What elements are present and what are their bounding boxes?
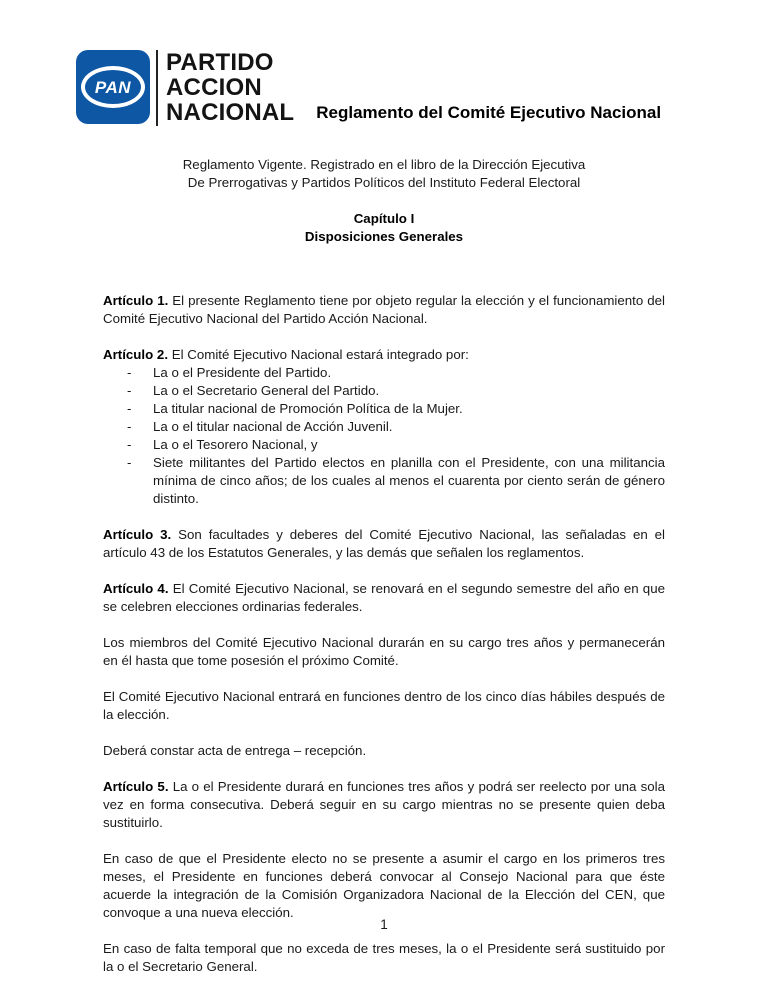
list-item-text: Siete militantes del Partido electos en planilla con el Presidente, con una militancia mínima de cinco años; de los cuales al menos el cuarenta por ciento serán de género distinto. (153, 455, 665, 506)
brand-line-partido: PARTIDO (166, 49, 274, 76)
article-5-label: Artículo 5. (103, 779, 169, 794)
page-number: 1 (380, 917, 388, 932)
article-5-paragraph (103, 778, 665, 832)
article-4-text: El Comité Ejecutivo Nacional, se renovará en el segundo semestre del año en que se celebren elecciones ordinarias federales. (103, 581, 665, 614)
body-paragraph: En caso de que el Presidente electo no se presente a asumir el cargo en los primeros tres meses, el Presidente en funciones deberá convocar al Consejo Nacional para que éste acuerde la integración de la Comisión Organizadora Nacional de la Elección del CEN, que convoque a una nueva elección. (103, 851, 665, 920)
article-3-label: Artículo 3. (103, 527, 172, 542)
article-3-text: Son facultades y deberes del Comité Ejecutivo Nacional, las señaladas en el artículo 43 de los Estatutos Generales, y las demás que señalen los reglamentos. (103, 527, 665, 560)
pan-logo-oval (81, 66, 145, 108)
article-2-list (103, 364, 665, 508)
article-1-text: El presente Reglamento tiene por objeto regular la elección y el funcionamiento del Comité Ejecutivo Nacional del Partido Acción Nacional. (103, 293, 665, 326)
article-2-label: Artículo 2. (103, 347, 169, 362)
chapter-subtitle: Disposiciones Generales (304, 229, 464, 244)
body-paragraph: El Comité Ejecutivo Nacional entrará en funciones dentro de los cinco días hábiles después de la elección. (103, 689, 665, 722)
dash-bullet: - (127, 437, 132, 452)
document-header (76, 50, 665, 126)
body-paragraph: En caso de falta temporal que no exceda de tres meses, la o el Presidente será sustituido por la o el Secretario General. (103, 941, 665, 974)
chapter-title: Capítulo I (353, 211, 415, 226)
list-item-text: La o el titular nacional de Acción Juvenil. (153, 419, 393, 434)
article-5-text: La o el Presidente durará en funciones tres años y podrá ser reelecto por una sola vez en forma consecutiva. Deberá seguir en su cargo mientras no se presente quien deba sustituirlo. (103, 779, 665, 830)
article-1-label: Artículo 1. (103, 293, 169, 308)
dash-bullet: - (127, 383, 132, 398)
chapter-heading (103, 210, 665, 246)
pan-logo (76, 50, 150, 124)
article-4-paragraph (103, 580, 665, 616)
list-item-text: La o el Tesorero Nacional, y (153, 437, 318, 452)
document-title: Reglamento del Comité Ejecutivo Nacional (316, 103, 662, 122)
dash-bullet: - (127, 401, 132, 416)
list-item (103, 436, 665, 454)
article-1-paragraph (103, 292, 665, 328)
list-item (103, 400, 665, 418)
intro-block (103, 156, 665, 192)
brand-line-accion: ACCION (166, 74, 262, 101)
brand-line-nacional: NACIONAL (166, 99, 295, 126)
list-item-text: La o el Presidente del Partido. (153, 365, 332, 380)
list-item (103, 382, 665, 400)
body-paragraph: Deberá constar acta de entrega – recepción. (103, 743, 367, 758)
article-3-paragraph (103, 526, 665, 562)
list-item-text: La o el Secretario General del Partido. (153, 383, 380, 398)
dash-bullet: - (127, 419, 132, 434)
dash-bullet: - (127, 365, 132, 380)
article-4-label: Artículo 4. (103, 581, 169, 596)
header-divider (156, 50, 158, 126)
list-item (103, 418, 665, 436)
intro-line-2: De Prerrogativas y Partidos Políticos del Instituto Federal Electoral (187, 175, 581, 190)
article-2-paragraph (103, 346, 665, 364)
party-brand-name (166, 50, 294, 125)
dash-bullet: - (127, 455, 132, 470)
article-2-text: El Comité Ejecutivo Nacional estará integrado por: (171, 347, 469, 362)
list-item (103, 454, 665, 508)
list-item (103, 364, 665, 382)
list-item-text: La titular nacional de Promoción Política de la Mujer. (153, 401, 463, 416)
pan-logo-acronym: PAN (94, 77, 132, 97)
body-paragraph: Los miembros del Comité Ejecutivo Nacional durarán en su cargo tres años y permanecerán en él hasta que tome posesión el próximo Comité. (103, 635, 665, 668)
intro-line-1: Reglamento Vigente. Registrado en el libro de la Dirección Ejecutiva (182, 157, 586, 172)
